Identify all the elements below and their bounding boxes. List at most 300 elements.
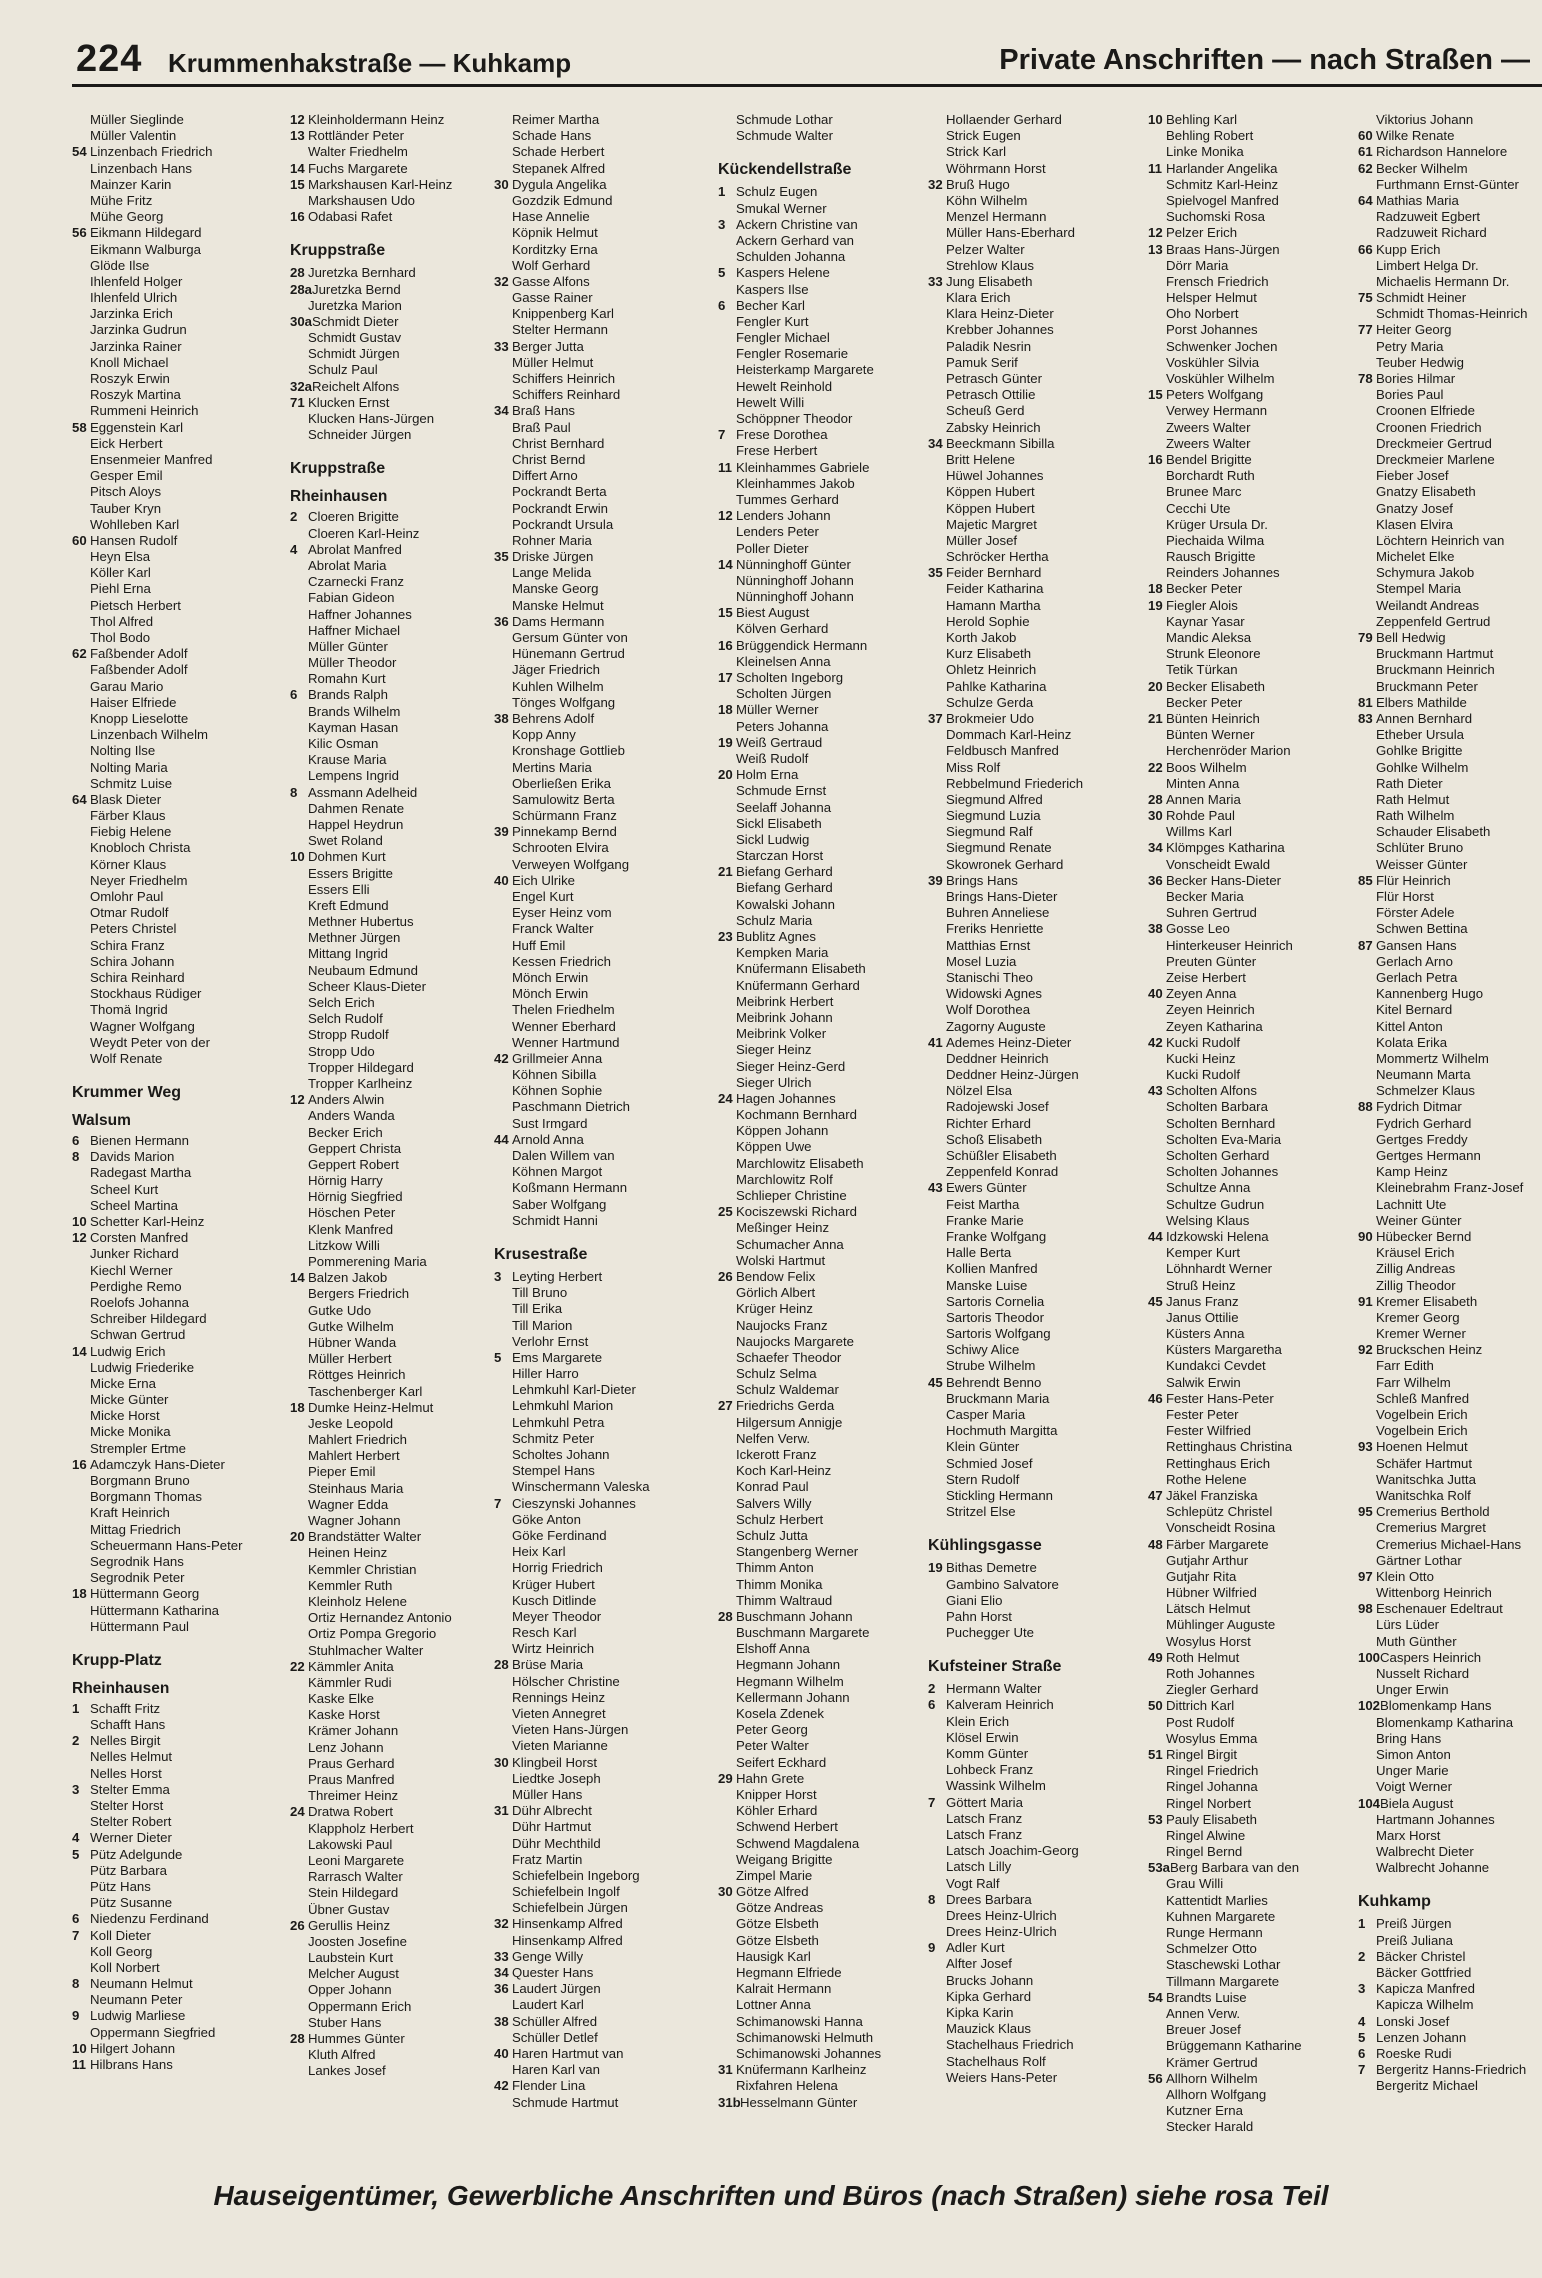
resident-name: Pauly Elisabeth	[1166, 1811, 1257, 1827]
directory-entry	[718, 346, 910, 362]
directory-entry	[494, 1868, 694, 1884]
directory-entry	[1148, 1342, 1344, 1358]
directory-entry	[718, 945, 910, 961]
house-number: 34	[928, 435, 943, 451]
directory-entry	[928, 1697, 1128, 1713]
directory-entry	[494, 1560, 694, 1576]
directory-entry	[290, 1222, 480, 1238]
directory-entry	[1358, 306, 1542, 322]
resident-name: Deddner Heinz-Jürgen	[946, 1067, 1079, 1083]
resident-name: Peter Georg	[736, 1722, 808, 1738]
directory-entry	[718, 1900, 910, 1916]
directory-entry	[718, 395, 910, 411]
directory-entry	[290, 298, 480, 314]
resident-name: Strunk Eleonore	[1166, 646, 1261, 662]
directory-entry	[72, 840, 250, 856]
directory-entry	[1358, 1796, 1542, 1812]
resident-name: Bünten Heinrich	[1166, 710, 1260, 726]
resident-name: Voigt Werner	[1376, 1779, 1452, 1795]
resident-name: Höschen Peter	[308, 1205, 396, 1221]
directory-entry	[72, 1928, 250, 1944]
resident-name: Voskühler Silvia	[1166, 354, 1260, 370]
directory-entry	[1358, 1997, 1542, 2013]
resident-name: Dreckmeier Gertrud	[1376, 435, 1492, 451]
resident-name: Christ Bernd	[512, 451, 586, 467]
resident-name: Breuer Josef	[1166, 2022, 1241, 2038]
resident-name: Thomä Ingrid	[90, 1002, 168, 1018]
directory-entry	[72, 808, 250, 824]
resident-name: Piechaida Wilma	[1166, 532, 1265, 548]
directory-entry	[1358, 112, 1542, 128]
resident-name: Schüßler Elisabeth	[946, 1148, 1057, 1163]
resident-name: Kuhnen Margarete	[1166, 1908, 1276, 1924]
resident-name: Voskühler Wilhelm	[1166, 371, 1275, 386]
resident-name: Kremer Elisabeth	[1376, 1293, 1478, 1309]
resident-name: Schulz Maria	[736, 912, 813, 928]
house-number: 32	[494, 1916, 509, 1932]
directory-entry	[494, 1900, 694, 1916]
resident-name: Rath Wilhelm	[1376, 808, 1455, 824]
directory-entry	[718, 1107, 910, 1123]
resident-name: Sieger Heinz-Gerd	[736, 1058, 846, 1074]
directory-entry	[72, 225, 250, 241]
resident-name: Hermann Walter	[946, 1681, 1042, 1697]
resident-name: Stempel Maria	[1376, 581, 1462, 597]
directory-entry	[718, 1123, 910, 1139]
resident-name: Lehmkuhl Petra	[512, 1414, 605, 1430]
resident-name: Dygula Angelika	[512, 176, 607, 192]
directory-entry	[290, 509, 480, 525]
directory-entry	[1358, 1375, 1542, 1391]
directory-entry	[718, 783, 910, 799]
resident-name: Gansen Hans	[1376, 937, 1457, 953]
directory-entry	[494, 436, 694, 452]
directory-entry	[928, 533, 1128, 549]
resident-name: Schmidt Hanni	[512, 1212, 598, 1228]
directory-entry	[928, 711, 1128, 727]
directory-entry	[1358, 209, 1542, 225]
resident-name: Lenders Johann	[736, 508, 831, 524]
directory-entry	[1358, 290, 1542, 306]
directory-entry	[72, 2008, 250, 2024]
resident-name: Jeske Leopold	[308, 1415, 394, 1431]
resident-name: Kipka Gerhard	[946, 1988, 1032, 2004]
resident-name: Mommertz Wilhelm	[1376, 1050, 1489, 1066]
resident-name: Wenner Hartmund	[512, 1034, 620, 1050]
directory-entry	[494, 1803, 694, 1819]
resident-name: Brokmeier Udo	[946, 710, 1034, 726]
directory-entry	[928, 1811, 1128, 1827]
directory-entry	[928, 1560, 1128, 1576]
directory-entry	[1358, 1488, 1542, 1504]
house-number: 60	[1358, 128, 1373, 144]
resident-name: Britt Helene	[946, 451, 1015, 467]
directory-entry	[290, 1319, 480, 1335]
resident-name: Herchenröder Marion	[1166, 743, 1291, 759]
resident-name: Annen Maria	[1166, 791, 1241, 807]
resident-name: Rummeni Heinrich	[90, 403, 199, 419]
directory-entry	[1358, 144, 1542, 160]
directory-entry	[1358, 1019, 1542, 1035]
resident-name: Schulze Gerda	[946, 694, 1034, 710]
resident-name: Simon Anton	[1376, 1746, 1451, 1762]
directory-entry	[718, 330, 910, 346]
resident-name: Ackern Gerhard van	[736, 232, 855, 248]
resident-name: Kayman Hasan	[308, 719, 399, 735]
resident-name: Reimer Martha	[512, 112, 600, 127]
directory-entry	[928, 1002, 1128, 1018]
resident-name: Biest August	[736, 605, 810, 621]
house-number: 35	[928, 565, 943, 581]
resident-name: Kucki Rudolf	[1166, 1067, 1241, 1083]
resident-name: Fydrich Ditmar	[1376, 1099, 1462, 1115]
directory-entry	[718, 217, 910, 233]
house-number: 66	[1358, 241, 1373, 257]
resident-name: Schoß Elisabeth	[946, 1131, 1043, 1147]
directory-entry	[718, 1965, 910, 1981]
resident-name: Kessen Friedrich	[512, 953, 611, 969]
house-number: 16	[290, 209, 305, 225]
directory-entry	[290, 671, 480, 687]
house-number: 7	[928, 1794, 936, 1810]
resident-name: Tropper Hildegard	[308, 1059, 414, 1075]
resident-name: Schulden Johanna	[736, 249, 846, 265]
resident-name: Brings Hans	[946, 872, 1018, 888]
house-number: 4	[290, 541, 298, 557]
directory-entry	[928, 565, 1128, 581]
directory-entry	[72, 339, 250, 355]
resident-name: Vogelbein Erich	[1376, 1423, 1468, 1439]
directory-entry	[494, 484, 694, 500]
directory-entry	[72, 565, 250, 581]
directory-entry	[72, 1263, 250, 1279]
directory-entry	[718, 1852, 910, 1868]
resident-name: Kattentidt Marlies	[1166, 1892, 1268, 1908]
directory-entry	[718, 1172, 910, 1188]
directory-entry	[1148, 1213, 1344, 1229]
resident-name: Faßbender Adolf	[90, 662, 188, 678]
resident-name: Stepanek Alfred	[512, 160, 606, 176]
resident-name: Eick Herbert	[90, 435, 163, 451]
house-number: 56	[72, 225, 87, 241]
directory-entry	[1358, 646, 1542, 662]
directory-entry	[494, 258, 694, 274]
resident-name: Saber Wolfgang	[512, 1196, 607, 1212]
resident-name: Fuchs Margarete	[308, 160, 408, 176]
directory-entry	[494, 840, 694, 856]
resident-name: Czarnecki Franz	[308, 574, 405, 590]
resident-name: Lohbeck Franz	[946, 1762, 1034, 1778]
directory-entry	[1148, 1035, 1344, 1051]
resident-name: Zeppenfeld Gertrud	[1376, 613, 1491, 629]
directory-entry	[1148, 420, 1344, 436]
directory-entry	[72, 1944, 250, 1960]
resident-name: Radegast Martha	[90, 1165, 192, 1181]
house-number: 26	[718, 1268, 733, 1284]
directory-entry	[1358, 403, 1542, 419]
resident-name: Knüfermann Elisabeth	[736, 961, 866, 977]
directory-entry	[1148, 144, 1344, 160]
house-number: 71	[290, 394, 305, 410]
resident-name: Tauber Kryn	[90, 500, 162, 516]
resident-name: Nelles Horst	[90, 1765, 162, 1781]
directory-entry	[718, 654, 910, 670]
directory-entry	[494, 1035, 694, 1051]
directory-entry	[718, 1253, 910, 1269]
resident-name: Hörnig Harry	[308, 1173, 383, 1189]
resident-name: Hinsenkamp Alfred	[512, 1916, 623, 1932]
resident-name: Knobloch Christa	[90, 840, 191, 856]
directory-entry	[1358, 484, 1542, 500]
directory-entry	[72, 1311, 250, 1327]
resident-name: Schreiber Hildegard	[90, 1311, 207, 1327]
house-number: 51	[1148, 1746, 1163, 1762]
directory-entry	[1148, 630, 1344, 646]
directory-entry	[1148, 1844, 1344, 1860]
resident-name: Hegmann Johann	[736, 1657, 841, 1673]
directory-entry	[1358, 1342, 1542, 1358]
resident-name: Halle Berta	[946, 1245, 1012, 1261]
house-number: 53a	[1148, 1860, 1171, 1876]
directory-entry	[1148, 2103, 1344, 2119]
resident-name: Segrodnik Peter	[90, 1570, 185, 1586]
directory-entry	[928, 1099, 1128, 1115]
resident-name: Roszyk Martina	[90, 387, 181, 403]
directory-entry	[72, 1473, 250, 1489]
directory-entry	[494, 1197, 694, 1213]
resident-name: Meibrink Johann	[736, 1009, 833, 1025]
directory-entry	[1148, 371, 1344, 387]
resident-name: Wagner Wolfgang	[90, 1018, 195, 1034]
resident-name: Brüggemann Katharine	[1166, 2038, 1302, 2054]
directory-entry	[1148, 452, 1344, 468]
resident-name: Micke Günter	[90, 1392, 169, 1408]
resident-name: Gerullis Heinz	[308, 1917, 391, 1933]
directory-entry	[290, 1918, 480, 1934]
resident-name: Ewers Günter	[946, 1180, 1027, 1196]
directory-entry	[494, 565, 694, 581]
directory-entry	[928, 403, 1128, 419]
resident-name: Lankes Josef	[308, 2063, 386, 2079]
resident-name: Lonski Josef	[1376, 2013, 1450, 2029]
resident-name: Lehmkuhl Marion	[512, 1398, 614, 1414]
house-number: 42	[494, 2078, 509, 2094]
house-number: 12	[718, 508, 733, 524]
resident-name: Schmitz Luise	[90, 775, 173, 791]
resident-name: Mönch Erwin	[512, 986, 589, 1002]
directory-entry	[718, 1577, 910, 1593]
directory-entry	[290, 1691, 480, 1707]
resident-name: Mittang Ingrid	[308, 946, 388, 962]
directory-entry	[494, 614, 694, 630]
directory-entry	[1358, 565, 1542, 581]
resident-name: Berger Jutta	[512, 338, 584, 354]
street-heading: Krusestraße	[494, 1245, 588, 1263]
directory-entry	[1148, 274, 1344, 290]
directory-entry	[72, 1701, 250, 1717]
resident-name: Cremerius Margret	[1376, 1520, 1486, 1536]
directory-entry	[1148, 549, 1344, 565]
resident-name: Samulowitz Berta	[512, 791, 615, 807]
resident-name: Zabsky Heinrich	[946, 419, 1041, 435]
directory-entry	[290, 720, 480, 736]
directory-entry	[494, 501, 694, 517]
house-number: 10	[290, 849, 305, 865]
resident-name: Bell Hedwig	[1376, 630, 1446, 645]
resident-name: Threimer Heinz	[308, 1788, 399, 1804]
resident-name: Klasen Elvira	[1376, 516, 1453, 532]
house-number: 93	[1358, 1439, 1373, 1455]
directory-entry	[72, 970, 250, 986]
resident-name: Schetter Karl-Heinz	[90, 1214, 205, 1229]
resident-name: Korth Jakob	[946, 630, 1017, 645]
resident-name: Becker Peter	[1166, 581, 1243, 597]
directory-entry	[718, 1593, 910, 1609]
directory-entry	[1358, 1844, 1542, 1860]
resident-name: Kölven Gerhard	[736, 621, 829, 637]
directory-entry	[1358, 1682, 1542, 1698]
directory-entry	[494, 1738, 694, 1754]
directory-entry	[928, 938, 1128, 954]
resident-name: Boos Wilhelm	[1166, 759, 1247, 775]
house-number: 34	[494, 403, 509, 419]
resident-name: Gohlke Brigitte	[1376, 743, 1463, 759]
directory-entry	[1148, 1310, 1344, 1326]
directory-entry	[290, 1578, 480, 1594]
resident-name: Kusch Ditlinde	[512, 1592, 597, 1608]
directory-entry	[928, 1892, 1128, 1908]
resident-name: Köhn Wilhelm	[946, 192, 1028, 208]
resident-name: Nolting Ilse	[90, 743, 156, 759]
directory-entry	[1358, 1617, 1542, 1633]
resident-name: Lempens Ingrid	[308, 768, 399, 784]
directory-entry	[718, 265, 910, 281]
resident-name: Walbrecht Dieter	[1376, 1844, 1474, 1860]
directory-entry	[1358, 1634, 1542, 1650]
resident-name: Klingbeil Horst	[512, 1754, 598, 1770]
directory-entry	[1358, 1537, 1542, 1553]
directory-entry	[718, 524, 910, 540]
directory-entry	[1358, 2062, 1542, 2078]
resident-name: Haren Hartmut van	[512, 2045, 624, 2061]
directory-entry	[290, 1772, 480, 1788]
resident-name: Abrolat Manfred	[308, 541, 402, 557]
directory-entry	[1358, 1278, 1542, 1294]
directory-entry	[928, 1714, 1128, 1730]
resident-name: Neubaum Edmund	[308, 962, 418, 978]
resident-name: Haffner Johannes	[308, 606, 412, 622]
directory-entry	[72, 1019, 250, 1035]
house-number: 81	[1358, 694, 1373, 710]
resident-name: Matthias Ernst	[946, 937, 1031, 953]
resident-name: Gertges Freddy	[1376, 1131, 1468, 1147]
directory-entry	[1148, 824, 1344, 840]
resident-name: Praus Manfred	[308, 1772, 395, 1787]
resident-name: Farr Wilhelm	[1376, 1374, 1451, 1390]
directory-entry	[494, 193, 694, 209]
directory-entry	[290, 1659, 480, 1675]
directory-entry	[72, 1376, 250, 1392]
resident-name: Kremer Georg	[1376, 1309, 1460, 1325]
directory-entry	[1148, 2006, 1344, 2022]
resident-name: Heisterkamp Margarete	[736, 362, 874, 378]
directory-entry	[1148, 1569, 1344, 1585]
directory-entry	[928, 630, 1128, 646]
house-number: 104	[1358, 1795, 1381, 1811]
resident-name: Pahn Horst	[946, 1608, 1012, 1624]
resident-name: Hünemann Gertrud	[512, 646, 625, 662]
resident-name: Schlepütz Christel	[1166, 1504, 1273, 1520]
resident-name: Stelter Horst	[90, 1798, 164, 1813]
directory-entry	[494, 177, 694, 193]
directory-entry	[72, 484, 250, 500]
resident-name: Nünninghoff Johann	[736, 589, 854, 605]
resident-name: Buschmann Margarete	[736, 1625, 870, 1641]
directory-entry	[290, 1335, 480, 1351]
directory-entry	[1358, 598, 1542, 614]
directory-entry	[928, 1116, 1128, 1132]
resident-name: Bithas Demetre	[946, 1560, 1037, 1576]
directory-entry	[928, 1326, 1128, 1342]
resident-name: Scholten Bernhard	[1166, 1115, 1276, 1131]
resident-name: Selch Rudolf	[308, 1011, 383, 1027]
resident-name: Siegmund Ralf	[946, 824, 1033, 840]
resident-name: Schymura Jakob	[1376, 565, 1475, 581]
directory-entry	[72, 1182, 250, 1198]
resident-name: Brüse Maria	[512, 1657, 584, 1673]
resident-name: Pinnekamp Bernd	[512, 824, 617, 840]
directory-entry	[1358, 1391, 1542, 1407]
resident-name: Manske Luise	[946, 1277, 1028, 1293]
resident-name: Lehmkuhl Karl-Dieter	[512, 1382, 636, 1398]
house-number: 31	[718, 2062, 733, 2078]
resident-name: Schira Johann	[90, 953, 175, 969]
resident-name: Lakowski Paul	[308, 1836, 393, 1852]
resident-name: Braß Paul	[512, 419, 571, 435]
directory-entry	[290, 946, 480, 962]
resident-name: Scholten Johannes	[1166, 1164, 1279, 1180]
directory-entry	[928, 1148, 1128, 1164]
resident-name: Kemmler Ruth	[308, 1577, 393, 1593]
resident-name: Stempel Hans	[512, 1463, 595, 1479]
resident-name: Stachelhaus Friedrich	[946, 2037, 1074, 2053]
directory-entry	[718, 1318, 910, 1334]
resident-name: Feider Bernhard	[946, 565, 1042, 581]
directory-entry	[1148, 1634, 1344, 1650]
directory-entry	[1148, 1537, 1344, 1553]
resident-name: Melcher August	[308, 1966, 399, 1982]
resident-name: Balzen Jakob	[308, 1270, 388, 1286]
directory-entry	[290, 1286, 480, 1302]
resident-name: Schulz Waldemar	[736, 1382, 839, 1398]
resident-name: Micke Monika	[90, 1424, 171, 1440]
house-number: 58	[72, 419, 87, 435]
resident-name: Dühr Hartmut	[512, 1819, 592, 1835]
resident-name: Eggenstein Karl	[90, 419, 184, 435]
directory-entry	[718, 573, 910, 589]
house-number: 3	[718, 216, 726, 232]
resident-name: Oho Norbert	[1166, 306, 1239, 322]
resident-name: Gutke Udo	[308, 1302, 372, 1318]
resident-name: Becker Erich	[308, 1124, 383, 1140]
directory-entry	[72, 792, 250, 808]
resident-name: Wolf Dorothea	[946, 1002, 1031, 1018]
directory-entry	[928, 371, 1128, 387]
resident-name: Nolting Maria	[90, 759, 168, 775]
resident-name: Gertges Hermann	[1376, 1148, 1481, 1163]
house-number: 38	[1148, 921, 1163, 937]
house-number: 4	[72, 1830, 80, 1846]
